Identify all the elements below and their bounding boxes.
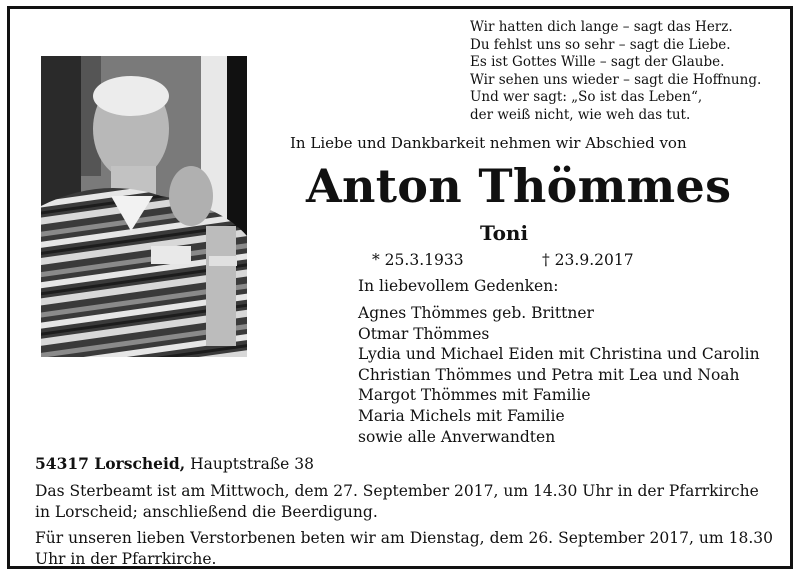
poem-line: Es ist Gottes Wille – sagt der Glaube. [470,54,725,70]
address-city: 54317 Lorscheid, [35,454,186,473]
mourner: Christian Thömmes und Petra mit Lea und Noah [358,365,740,384]
poem [470,19,761,124]
poem-line: Wir sehen uns wieder – sagt die Hoffnung. [470,71,762,88]
farewell-intro: In Liebe und Dankbarkeit nehmen wir Abschied von [290,134,687,152]
portrait-photo [41,56,247,357]
deceased-nickname: Toni [480,221,529,245]
address-street: Hauptstraße 38 [190,455,314,473]
mourner: Otmar Thömmes [358,324,490,343]
mourner: Lydia und Michael Eiden mit Christina und Carolin [358,345,760,364]
poem-line: der weiß nicht, wie weh das tut. [470,106,691,123]
poem-line: Du fehlst uns so sehr – sagt die Liebe. [470,36,731,53]
memory-heading: In liebevollem Gedenken: [358,277,559,295]
birth-date: * 25.3.1933 [372,251,464,269]
poem-line: Und wer sagt: „So ist das Leben“, [470,89,703,105]
death-date: † 23.9.2017 [542,251,634,269]
poem-line: Wir hatten dich lange – sagt das Herz. [470,19,733,35]
obituary-notice [7,6,793,569]
mourner: Agnes Thömmes geb. Brittner [358,304,594,322]
prayer-service-info: Für unseren lieben Verstorbenen beten wir am Dienstag, dem 26. September 2017, um 18.30 Uhr in der Pfarrkirche. [35,529,773,568]
family-address [35,454,314,473]
mourners-list [358,303,760,447]
mourner: Maria Michels mit Familie [358,406,565,425]
mourner: Margot Thömmes mit Familie [358,386,591,405]
deceased-name: Anton Thömmes [306,159,732,213]
mourner: sowie alle Anverwandten [358,427,556,446]
funeral-mass-info: Das Sterbeamt ist am Mittwoch, dem 27. September 2017, um 14.30 Uhr in der Pfarrkirche in Lorscheid; anschließend die Beerdigung. [35,482,759,521]
